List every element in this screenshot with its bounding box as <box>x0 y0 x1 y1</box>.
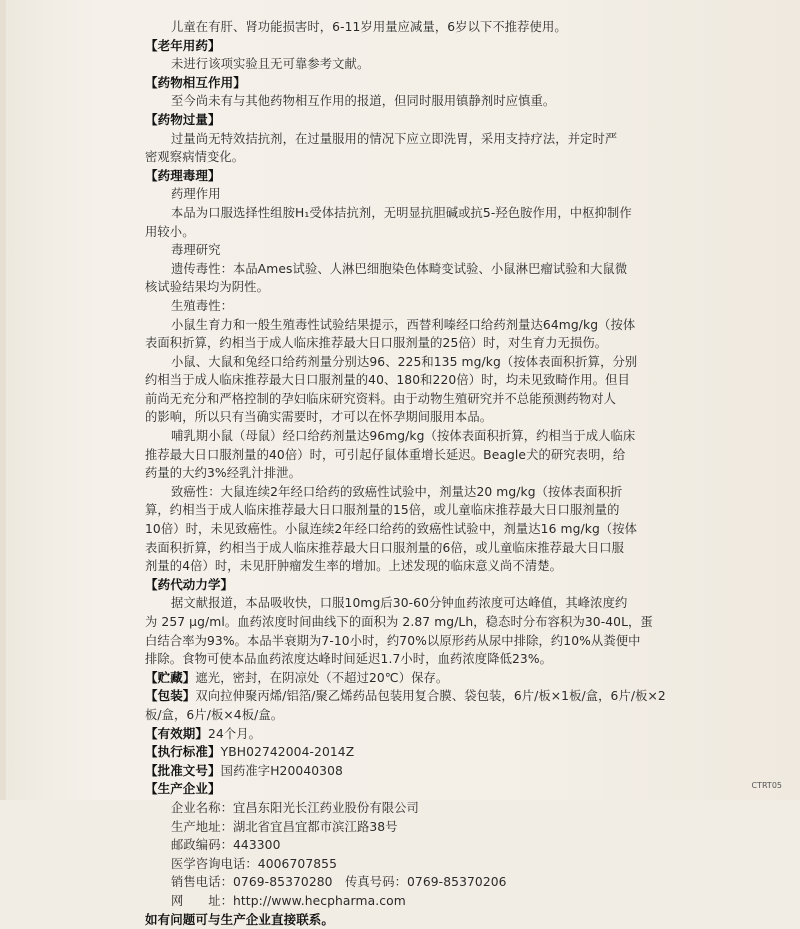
section-heading: 【药代动力学】 <box>145 576 670 595</box>
text-line: 未进行该项实验且无可靠参考文献。 <box>145 55 670 74</box>
text-line: 的影响，所以只有当确实需要时，才可以在怀孕期间服用本品。 <box>145 408 670 427</box>
text-line: 算，约相当于成人临床推荐最大日口服剂量的15倍，或儿童临床推荐最大日口服剂量的 <box>145 501 670 520</box>
text-line: 推荐最大日口服剂量的40倍）时，可引起仔鼠体重增长延迟。Beagle犬的研究表明，给 <box>145 446 670 465</box>
text-line: 为 257 μg/ml。血药浓度时间曲线下的面积为 2.87 mg/Lh，稳态时分布容积为30-40L，蛋 <box>145 613 670 632</box>
text-line: 生殖毒性： <box>145 297 670 316</box>
section-heading: 【贮藏】 <box>145 670 195 685</box>
section-heading: 【包装】 <box>145 688 195 703</box>
text-line: 药理作用 <box>145 185 670 204</box>
text-line: 遗传毒性：本品Ames试验、人淋巴细胞染色体畸变试验、小鼠淋巴瘤试验和大鼠微 <box>145 260 670 279</box>
text-line: 过量尚无特效拮抗剂，在过量服用的情况下应立即洗胃，采用支持疗法，并定时严 <box>145 130 670 149</box>
text-line: 小鼠生育力和一般生殖毒性试验结果提示，西替利嗪经口给药剂量达64mg/kg（按体 <box>145 316 670 335</box>
text-line: 邮政编码：443300 <box>145 836 670 855</box>
text-line: 排除。食物可使本品血药浓度达峰时间延迟1.7小时，血药浓度降低23%。 <box>145 650 670 669</box>
text-line: 医学咨询电话：4006707855 <box>145 855 670 874</box>
text-line: 板/盒，6片/板×4板/盒。 <box>145 706 670 725</box>
text-line: 网 址：http://www.hecpharma.com <box>145 892 670 911</box>
text-line: 白结合率为93%。本品半衰期为7-10小时，约70%以原形药从尿中排除，约10%从粪便中 <box>145 632 670 651</box>
section-inline <box>145 762 670 781</box>
text-line: 小鼠、大鼠和兔经口给药剂量分别达96、225和135 mg/kg（按体表面积折算，分别 <box>145 353 670 372</box>
text-line: 生产地址：湖北省宜昌宜都市滨江路38号 <box>145 818 670 837</box>
section-heading: 【生产企业】 <box>145 780 670 799</box>
section-text: YBH02742004-2014Z <box>221 745 355 759</box>
section-heading: 【药物过量】 <box>145 111 670 130</box>
text-line: 企业名称：宜昌东阳光长江药业股份有限公司 <box>145 799 670 818</box>
section-heading: 【执行标准】 <box>145 744 221 759</box>
text-line: 销售电话：0769-85370280 传真号码：0769-85370206 <box>145 873 670 892</box>
section-heading: 如有问题可与生产企业直接联系。 <box>145 911 670 929</box>
text-line: 10倍）时，未见致癌性。小鼠连续2年经口给药的致癌性试验中，剂量达16 mg/kg（按体 <box>145 520 670 539</box>
text-line: 据文献报道，本品吸收快，口服10mg后30-60分钟血药浓度可达峰值，其峰浓度约 <box>145 594 670 613</box>
section-heading: 【药物相互作用】 <box>145 74 670 93</box>
text-line: 毒理研究 <box>145 241 670 260</box>
section-text: 24个月。 <box>208 727 261 741</box>
text-line: 哺乳期小鼠（母鼠）经口给药剂量达96mg/kg（按体表面积折算，约相当于成人临床 <box>145 427 670 446</box>
section-inline <box>145 743 670 762</box>
section-text: 双向拉伸聚丙烯/铝箔/聚乙烯药品包装用复合膜、袋包装，6片/板×1板/盒，6片/板×2 <box>195 689 665 703</box>
text-line: 核试验结果均为阴性。 <box>145 278 670 297</box>
section-heading: 【药理毒理】 <box>145 167 670 186</box>
section-inline <box>145 725 670 744</box>
text-line: 药量的大约3%经乳汁排泄。 <box>145 464 670 483</box>
leaflet-text <box>145 18 670 929</box>
section-heading: 【批准文号】 <box>145 763 221 778</box>
text-line: 至今尚未有与其他药物相互作用的报道，但同时服用镇静剂时应慎重。 <box>145 92 670 111</box>
footer-code: CTRT05 <box>751 781 782 790</box>
text-line: 约相当于成人临床推荐最大日口服剂量的40、180和220倍）时，均未见致畸作用。但目 <box>145 371 670 390</box>
paper-edge <box>0 0 6 800</box>
section-inline <box>145 669 670 688</box>
section-inline <box>145 687 670 706</box>
text-line: 致癌性：大鼠连续2年经口给药的致癌性试验中，剂量达20 mg/kg（按体表面积折 <box>145 483 670 502</box>
section-text: 国药准字H20040308 <box>221 764 343 778</box>
text-line: 表面积折算，约相当于成人临床推荐最大日口服剂量的6倍，或儿童临床推荐最大日口服 <box>145 539 670 558</box>
section-heading: 【老年用药】 <box>145 37 670 56</box>
text-line: 密观察病情变化。 <box>145 148 670 167</box>
section-text: 遮光，密封，在阴凉处（不超过20℃）保存。 <box>195 671 448 685</box>
text-line: 前尚无充分和严格控制的孕妇临床研究资料。由于动物生殖研究并不总能预测药物对人 <box>145 390 670 409</box>
text-line: 用较小。 <box>145 223 670 242</box>
text-line: 儿童在有肝、肾功能损害时，6-11岁用量应减量，6岁以下不推荐使用。 <box>145 18 670 37</box>
text-line: 本品为口服选择性组胺H₁受体拮抗剂，无明显抗胆碱或抗5-羟色胺作用，中枢抑制作 <box>145 204 670 223</box>
text-line: 表面积折算，约相当于成人临床推荐最大日口服剂量的25倍）时，对生育力无损伤。 <box>145 334 670 353</box>
section-heading: 【有效期】 <box>145 726 208 741</box>
text-line: 剂量的4倍）时，未见肝肿瘤发生率的增加。上述发现的临床意义尚不清楚。 <box>145 557 670 576</box>
